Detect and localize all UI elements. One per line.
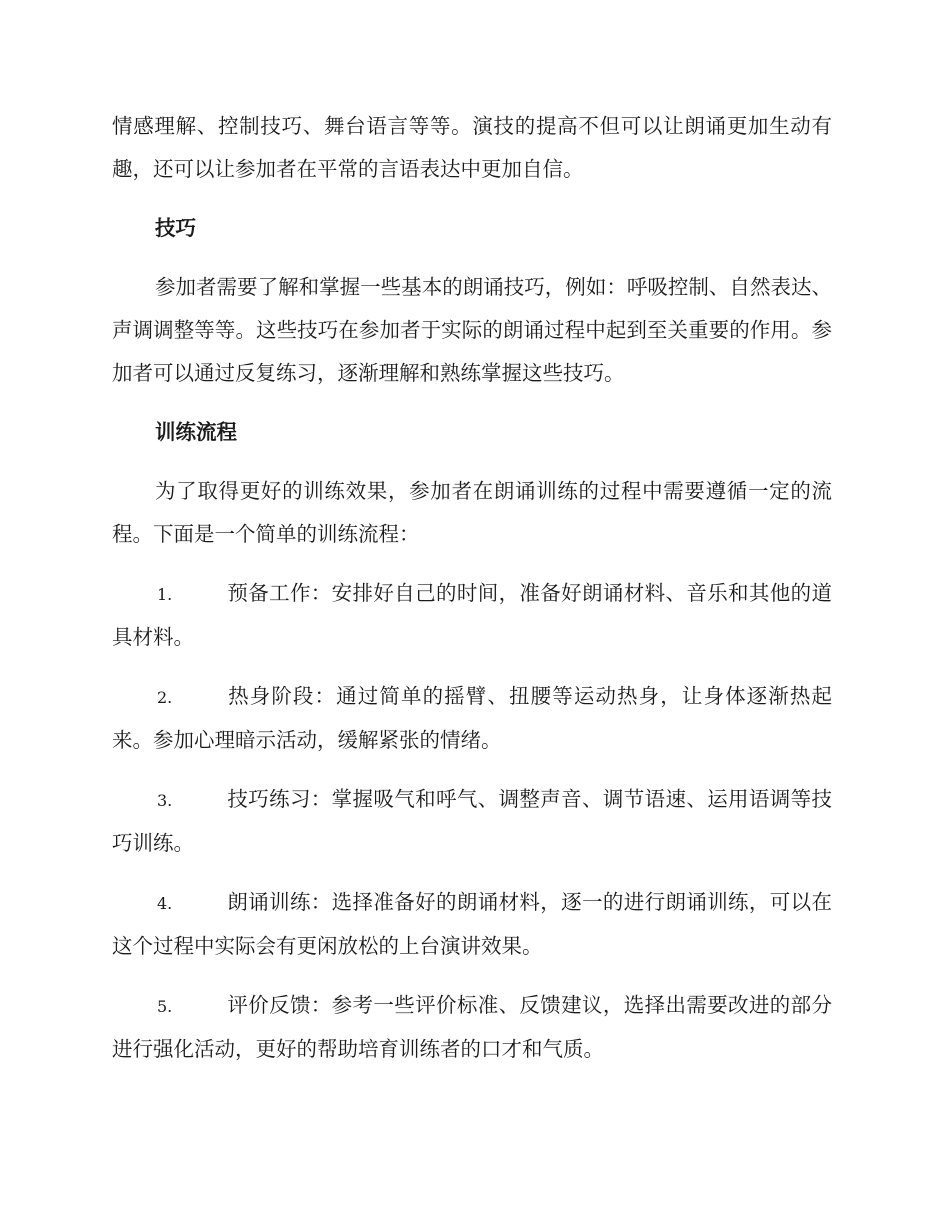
list-number: 4. [157, 894, 173, 913]
process-steps-list [112, 572, 832, 1071]
list-item-text: 预备工作：安排好自己的时间，准备好朗诵材料、音乐和其他的道具材料。 [112, 581, 832, 649]
list-number: 5. [157, 997, 173, 1016]
process-paragraph: 为了取得更好的训练效果，参加者在朗诵训练的过程中需要遵循一定的流程。下面是一个简单的训练流程： [112, 479, 832, 546]
list-number: 2. [157, 688, 173, 707]
list-item-text: 技巧练习：掌握吸气和呼气、调整声音、调节语速、运用语调等技巧训练。 [112, 787, 832, 855]
list-number: 3. [157, 791, 173, 810]
list-item [112, 675, 832, 762]
list-item-text: 热身阶段：通过简单的摇臂、扭腰等运动热身，让身体逐渐热起来。参加心理暗示活动，缓解紧张的情绪。 [112, 684, 832, 752]
list-item [112, 881, 832, 968]
intro-paragraph: 情感理解、控制技巧、舞台语言等等。演技的提高不但可以让朗诵更加生动有趣，还可以让参加者在平常的言语表达中更加自信。 [112, 114, 832, 181]
list-item [112, 778, 832, 865]
list-number: 1. [157, 585, 173, 604]
document-body [112, 105, 832, 1087]
list-item [112, 984, 832, 1071]
list-item [112, 572, 832, 659]
section-heading-skills: 技巧 [155, 216, 196, 240]
list-item-text: 评价反馈：参考一些评价标准、反馈建议，选择出需要改进的部分进行强化活动，更好的帮助培育训练者的口才和气质。 [112, 993, 832, 1061]
section-heading-process: 训练流程 [155, 420, 237, 444]
skills-paragraph: 参加者需要了解和掌握一些基本的朗诵技巧，例如：呼吸控制、自然表达、声调调整等等。这些技巧在参加者于实际的朗诵过程中起到至关重要的作用。参加者可以通过反复练习，逐渐理解和熟练掌握这些技巧。 [112, 275, 832, 385]
list-item-text: 朗诵训练：选择准备好的朗诵材料，逐一的进行朗诵训练，可以在这个过程中实际会有更闲放松的上台演讲效果。 [112, 890, 832, 958]
